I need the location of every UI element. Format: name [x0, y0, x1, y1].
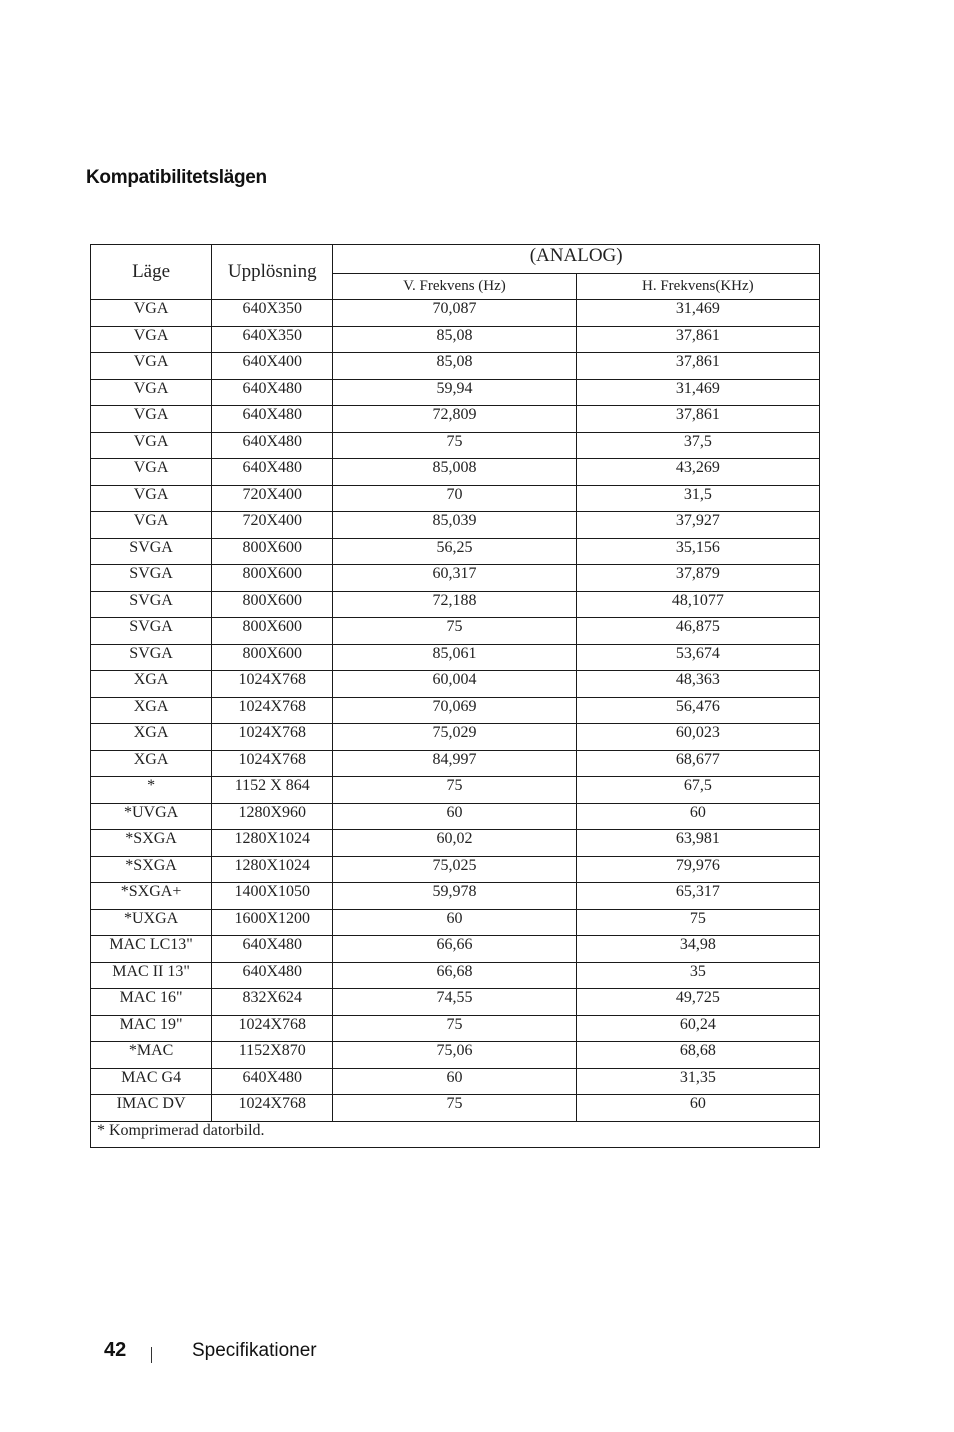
cell-h-frequency: 35 — [576, 962, 819, 989]
cell-mode: *SXGA — [91, 856, 212, 883]
cell-v-frequency: 56,25 — [333, 538, 576, 565]
cell-h-frequency: 31,469 — [576, 379, 819, 406]
cell-v-frequency: 72,188 — [333, 591, 576, 618]
cell-resolution: 832X624 — [212, 989, 333, 1016]
cell-mode: MAC G4 — [91, 1068, 212, 1095]
cell-h-frequency: 46,875 — [576, 618, 819, 645]
table-row — [91, 750, 820, 777]
cell-mode: VGA — [91, 300, 212, 327]
cell-v-frequency: 59,94 — [333, 379, 576, 406]
cell-v-frequency: 66,66 — [333, 936, 576, 963]
cell-mode: * — [91, 777, 212, 804]
cell-v-frequency: 70,069 — [333, 697, 576, 724]
cell-resolution: 640X480 — [212, 459, 333, 486]
table-row — [91, 618, 820, 645]
cell-resolution: 1280X960 — [212, 803, 333, 830]
cell-h-frequency: 60,24 — [576, 1015, 819, 1042]
header-h-frequency: H. Frekvens(KHz) — [576, 273, 819, 299]
table-row — [91, 300, 820, 327]
cell-mode: VGA — [91, 379, 212, 406]
cell-mode: VGA — [91, 353, 212, 380]
table-row — [91, 1042, 820, 1069]
cell-mode: XGA — [91, 724, 212, 751]
page-number: 42 — [104, 1339, 127, 1361]
cell-resolution: 800X600 — [212, 538, 333, 565]
table-row — [91, 379, 820, 406]
cell-v-frequency: 70,087 — [333, 300, 576, 327]
cell-v-frequency: 85,039 — [333, 512, 576, 539]
cell-resolution: 1024X768 — [212, 1015, 333, 1042]
table-row — [91, 1095, 820, 1122]
cell-resolution: 1152 X 864 — [212, 777, 333, 804]
cell-h-frequency: 56,476 — [576, 697, 819, 724]
cell-h-frequency: 43,269 — [576, 459, 819, 486]
header-mode: Läge — [91, 245, 212, 300]
cell-resolution: 640X480 — [212, 379, 333, 406]
cell-h-frequency: 60,023 — [576, 724, 819, 751]
cell-h-frequency: 48,363 — [576, 671, 819, 698]
footer-divider — [151, 1347, 152, 1363]
table-row — [91, 1068, 820, 1095]
cell-resolution: 1024X768 — [212, 697, 333, 724]
cell-mode: XGA — [91, 671, 212, 698]
cell-v-frequency: 60,317 — [333, 565, 576, 592]
cell-h-frequency: 53,674 — [576, 644, 819, 671]
cell-mode: XGA — [91, 750, 212, 777]
cell-mode: SVGA — [91, 591, 212, 618]
cell-mode: XGA — [91, 697, 212, 724]
cell-resolution: 1024X768 — [212, 724, 333, 751]
table-row — [91, 459, 820, 486]
cell-v-frequency: 75,025 — [333, 856, 576, 883]
cell-mode: SVGA — [91, 618, 212, 645]
cell-resolution: 640X400 — [212, 353, 333, 380]
cell-v-frequency: 75,06 — [333, 1042, 576, 1069]
table-row — [91, 353, 820, 380]
cell-resolution: 1152X870 — [212, 1042, 333, 1069]
cell-mode: VGA — [91, 485, 212, 512]
table-row — [91, 936, 820, 963]
cell-h-frequency: 48,1077 — [576, 591, 819, 618]
header-analog-group: (ANALOG) — [333, 245, 820, 274]
cell-h-frequency: 37,861 — [576, 353, 819, 380]
table-row — [91, 777, 820, 804]
cell-resolution: 1600X1200 — [212, 909, 333, 936]
table-row — [91, 671, 820, 698]
table-row — [91, 883, 820, 910]
table-row — [91, 406, 820, 433]
section-heading: Kompatibilitetslägen — [86, 167, 267, 188]
cell-v-frequency: 60 — [333, 1068, 576, 1095]
cell-h-frequency: 75 — [576, 909, 819, 936]
cell-resolution: 1024X768 — [212, 750, 333, 777]
table-row — [91, 565, 820, 592]
cell-v-frequency: 75 — [333, 618, 576, 645]
table-row — [91, 1015, 820, 1042]
cell-mode: *UVGA — [91, 803, 212, 830]
cell-mode: SVGA — [91, 538, 212, 565]
table-row — [91, 591, 820, 618]
cell-v-frequency: 59,978 — [333, 883, 576, 910]
cell-mode: *UXGA — [91, 909, 212, 936]
table-row — [91, 326, 820, 353]
cell-resolution: 1024X768 — [212, 671, 333, 698]
cell-h-frequency: 31,5 — [576, 485, 819, 512]
cell-v-frequency: 60 — [333, 803, 576, 830]
cell-mode: MAC 19" — [91, 1015, 212, 1042]
table-row — [91, 830, 820, 857]
cell-h-frequency: 79,976 — [576, 856, 819, 883]
cell-mode: MAC II 13" — [91, 962, 212, 989]
table-row — [91, 538, 820, 565]
cell-resolution: 1280X1024 — [212, 856, 333, 883]
cell-v-frequency: 75 — [333, 1095, 576, 1122]
cell-h-frequency: 37,5 — [576, 432, 819, 459]
cell-mode: VGA — [91, 512, 212, 539]
header-v-frequency: V. Frekvens (Hz) — [333, 273, 576, 299]
cell-v-frequency: 75,029 — [333, 724, 576, 751]
table-row — [91, 989, 820, 1016]
cell-h-frequency: 68,68 — [576, 1042, 819, 1069]
cell-mode: *SXGA+ — [91, 883, 212, 910]
cell-h-frequency: 67,5 — [576, 777, 819, 804]
cell-resolution: 720X400 — [212, 485, 333, 512]
cell-mode: VGA — [91, 326, 212, 353]
cell-resolution: 640X480 — [212, 432, 333, 459]
cell-h-frequency: 35,156 — [576, 538, 819, 565]
cell-mode: MAC LC13" — [91, 936, 212, 963]
cell-mode: SVGA — [91, 565, 212, 592]
cell-resolution: 720X400 — [212, 512, 333, 539]
table-row — [91, 803, 820, 830]
cell-resolution: 640X480 — [212, 1068, 333, 1095]
cell-v-frequency: 75 — [333, 432, 576, 459]
cell-v-frequency: 75 — [333, 1015, 576, 1042]
cell-v-frequency: 60,02 — [333, 830, 576, 857]
cell-resolution: 640X480 — [212, 936, 333, 963]
cell-resolution: 800X600 — [212, 644, 333, 671]
table-row — [91, 485, 820, 512]
header-resolution: Upplösning — [212, 245, 333, 300]
cell-h-frequency: 68,677 — [576, 750, 819, 777]
cell-mode: *SXGA — [91, 830, 212, 857]
cell-h-frequency: 37,861 — [576, 406, 819, 433]
cell-v-frequency: 60 — [333, 909, 576, 936]
cell-v-frequency: 75 — [333, 777, 576, 804]
cell-resolution: 800X600 — [212, 618, 333, 645]
cell-h-frequency: 31,469 — [576, 300, 819, 327]
cell-h-frequency: 63,981 — [576, 830, 819, 857]
cell-resolution: 1280X1024 — [212, 830, 333, 857]
footer-section-title: Specifikationer — [192, 1340, 317, 1361]
cell-resolution: 640X350 — [212, 300, 333, 327]
cell-mode: SVGA — [91, 644, 212, 671]
table-row — [91, 724, 820, 751]
cell-v-frequency: 72,809 — [333, 406, 576, 433]
cell-v-frequency: 74,55 — [333, 989, 576, 1016]
cell-h-frequency: 60 — [576, 1095, 819, 1122]
cell-h-frequency: 31,35 — [576, 1068, 819, 1095]
table-body — [91, 300, 820, 1122]
cell-mode: VGA — [91, 459, 212, 486]
table-row — [91, 962, 820, 989]
table-row — [91, 697, 820, 724]
table-row — [91, 856, 820, 883]
cell-v-frequency: 66,68 — [333, 962, 576, 989]
cell-h-frequency: 65,317 — [576, 883, 819, 910]
cell-mode: MAC 16" — [91, 989, 212, 1016]
cell-resolution: 1400X1050 — [212, 883, 333, 910]
cell-mode: IMAC DV — [91, 1095, 212, 1122]
cell-mode: VGA — [91, 406, 212, 433]
cell-resolution: 800X600 — [212, 591, 333, 618]
cell-h-frequency: 60 — [576, 803, 819, 830]
cell-resolution: 1024X768 — [212, 1095, 333, 1122]
cell-mode: VGA — [91, 432, 212, 459]
table-row — [91, 644, 820, 671]
cell-v-frequency: 85,08 — [333, 353, 576, 380]
table-row — [91, 512, 820, 539]
cell-h-frequency: 37,879 — [576, 565, 819, 592]
cell-h-frequency: 37,861 — [576, 326, 819, 353]
cell-resolution: 640X480 — [212, 962, 333, 989]
compatibility-modes-table — [90, 244, 820, 1148]
cell-h-frequency: 49,725 — [576, 989, 819, 1016]
cell-resolution: 800X600 — [212, 565, 333, 592]
cell-resolution: 640X480 — [212, 406, 333, 433]
cell-v-frequency: 85,08 — [333, 326, 576, 353]
table-row — [91, 432, 820, 459]
cell-v-frequency: 70 — [333, 485, 576, 512]
cell-resolution: 640X350 — [212, 326, 333, 353]
cell-v-frequency: 84,997 — [333, 750, 576, 777]
table-row — [91, 909, 820, 936]
table-footnote: * Komprimerad datorbild. — [91, 1121, 820, 1147]
cell-mode: *MAC — [91, 1042, 212, 1069]
cell-h-frequency: 37,927 — [576, 512, 819, 539]
cell-v-frequency: 85,008 — [333, 459, 576, 486]
cell-h-frequency: 34,98 — [576, 936, 819, 963]
cell-v-frequency: 60,004 — [333, 671, 576, 698]
cell-v-frequency: 85,061 — [333, 644, 576, 671]
